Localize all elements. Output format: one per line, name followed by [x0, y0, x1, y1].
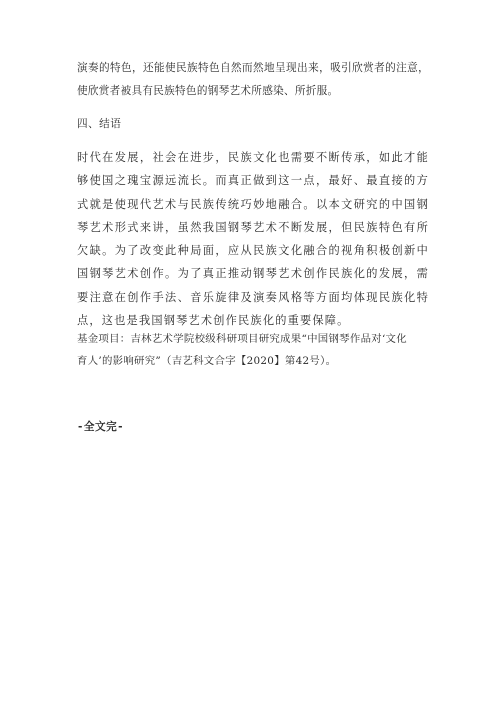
body-paragraph: 演奏的特色，还能使民族特色自然而然地呈现出来，吸引欣赏者的注意，使欣赏者被具有民族特色的钢琴艺术所感染、所折服。: [77, 62, 429, 97]
funding-note: 基金项目：吉林艺术学院校级科研项目研究成果“中国钢琴作品对‘文化育人’的影响研究”（吉艺科文合字【2020】第42号）。: [77, 333, 407, 367]
section-heading: 四、结语: [77, 118, 122, 130]
conclusion-paragraph: 时代在发展，社会在进步，民族文化也需要不断传承，如此才能够使国之瑰宝源远流长。而真正做到这一点，最好、最直接的方式就是使现代艺术与民族传统巧妙地融合。以本文研究的中国钢琴艺术形式来讲，虽然我国钢琴艺术不断发展，但民族特色有所欠缺。为了改变此种局面，应从民族文化融合的视角积极创新中国钢琴艺术创作。为了真正推动钢琴艺术创作民族化的发展，需要注意在创作手法、音乐旋律及演奏风格等方面均体现民族化特点，这也是我国钢琴艺术创作民族化的重要保障。: [77, 151, 429, 328]
end-marker: -全文完-: [77, 421, 125, 433]
